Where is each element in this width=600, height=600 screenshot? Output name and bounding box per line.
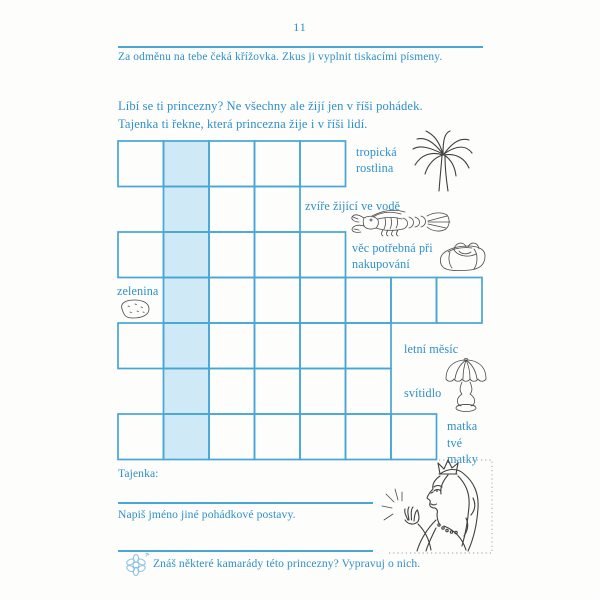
clue-summer-month: letní měsíc [404, 342, 459, 356]
page-number: 11 [293, 20, 307, 34]
crossword-cell-r2-c2[interactable] [209, 187, 255, 233]
crossword-cell-r7-c4[interactable] [300, 414, 346, 460]
intro-line-1: Líbí se ti princezny? Ne všechny ale žijí jen v říši pohádek. [118, 99, 423, 113]
crossword-cell-r3-c3[interactable] [255, 232, 301, 278]
writing-line-2 [118, 550, 373, 552]
crossword-cell-r4-c3[interactable] [255, 278, 301, 324]
crossword-cell-r7-c3[interactable] [255, 414, 301, 460]
crossword-cell-r4-c5[interactable] [346, 278, 392, 324]
friends-prompt: Znáš některé kamarády této princezny? Vypravuj o nich. [153, 557, 421, 570]
crossword-cell-r5-c4[interactable] [300, 323, 346, 369]
crossword-cell-r6-c3[interactable] [255, 369, 301, 415]
crayfish-icon [350, 210, 454, 238]
intro-line-2: Tajenka ti řekne, která princezna žije i v říši lidí. [118, 116, 368, 131]
crossword-cell-r6-c4[interactable] [300, 369, 346, 415]
crossword-cell-r5-c2[interactable] [209, 323, 255, 369]
crossword-cell-r1-c3[interactable] [255, 141, 301, 187]
crossword-cell-r4-c2[interactable] [209, 278, 255, 324]
crossword-cell-r6-c2[interactable] [209, 369, 255, 415]
clue-light-source: svítidlo [404, 386, 442, 400]
crossword-cell-r3-c2[interactable] [209, 232, 255, 278]
crossword-cell-r5-c0[interactable] [118, 323, 164, 369]
crossword-cell-r7-c6[interactable] [391, 414, 437, 460]
crossword-cell-r2-c3[interactable] [255, 187, 301, 233]
write-name-prompt: Napiš jméno jiné pohádkové postavy. [118, 508, 296, 521]
clue-shopping-item: věc potřebná při nakupování [352, 241, 433, 271]
secret-answer-label: Tajenka: [118, 467, 159, 480]
secret-column-highlight [164, 141, 210, 460]
clue-grandmother: matka tvé matky [447, 419, 478, 466]
crossword-cell-r3-c4[interactable] [300, 232, 346, 278]
crossword-cell-r5-c3[interactable] [255, 323, 301, 369]
crossword-cell-r7-c5[interactable] [346, 414, 392, 460]
crossword-cell-r1-c2[interactable] [209, 141, 255, 187]
crossword-cell-r5-c5[interactable] [346, 323, 392, 369]
crossword-cell-r1-c4[interactable] [300, 141, 346, 187]
palm-tree-icon [410, 128, 476, 194]
table-lamp-icon [442, 357, 490, 414]
crossword-cell-r4-c7[interactable] [437, 278, 483, 324]
clue-tropical-plant: tropická rostlina [356, 145, 397, 175]
potato-icon [116, 298, 152, 320]
crossword-cell-r7-c0[interactable] [118, 414, 164, 460]
clue-vegetable: zelenina [117, 284, 159, 298]
crossword-cell-r7-c2[interactable] [209, 414, 255, 460]
crossword-cell-r6-c5[interactable] [346, 369, 392, 415]
crossword-cell-r3-c0[interactable] [118, 232, 164, 278]
princess-with-crown-illustration [378, 458, 494, 555]
clue-water-animal: zvíře žijící ve vodě [305, 199, 401, 213]
reward-instruction: Za odměnu na tebe čeká křížovka. Zkus ji vyplnit tiskacími písmeny. [118, 51, 443, 63]
shopping-bag-icon [437, 238, 489, 274]
crossword-cell-r4-c6[interactable] [391, 278, 437, 324]
writing-line-1 [118, 502, 373, 504]
crossword-cell-r1-c0[interactable] [118, 141, 164, 187]
flower-doodle-icon [123, 551, 151, 575]
crossword-cell-r4-c4[interactable] [300, 278, 346, 324]
